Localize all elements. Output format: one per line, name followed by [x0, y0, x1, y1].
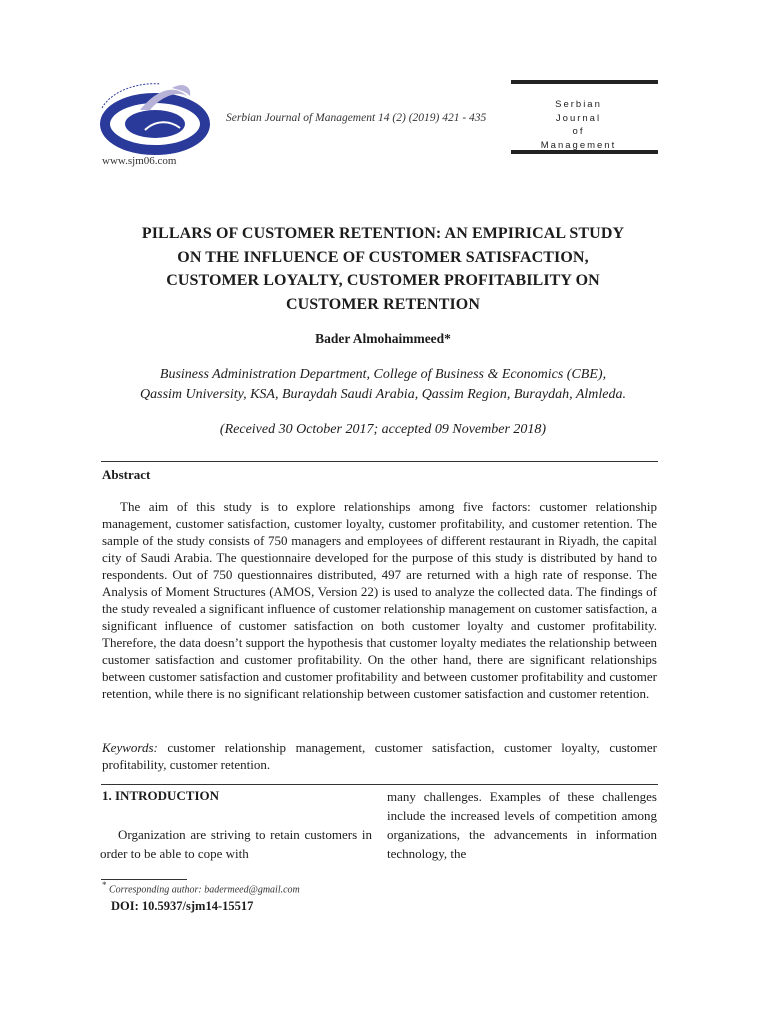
journal-name-box	[511, 80, 658, 154]
keywords	[102, 739, 657, 773]
affiliation-line: Business Administration Department, College of Business & Economics (CBE),	[159, 367, 607, 382]
journal-logo	[100, 80, 220, 158]
footnote-marker: *	[102, 880, 107, 890]
author-name: Bader Almohaimmeed*	[315, 331, 451, 346]
title-line: CUSTOMER LOYALTY, CUSTOMER PROFITABILITY ON	[166, 272, 600, 289]
journal-name-line: Serbian	[555, 99, 602, 110]
affiliation-line: Qassim University, KSA, Buraydah Saudi Arabia, Qassim Region, Buraydah, Almleda.	[140, 387, 626, 402]
title-line: PILLARS OF CUSTOMER RETENTION: AN EMPIRICAL STUDY	[141, 225, 625, 242]
doi[interactable]: DOI: 10.5937/sjm14-15517	[111, 899, 254, 913]
abstract-body: The aim of this study is to explore relationships among five factors: customer relationship management, customer satisfaction, customer loyalty, customer profitability, and customer retention. The sample of the study consists of 750 managers and employees of different restaurant in Riyadh, the capital city of Saudi Arabia. The questionnaire developed for the purpose of this study is distributed by hand to respondents. Out of 750 questionnaires distributed, 497 are returned with a high rate of response. The Analysis of Moment Structures (AMOS, Version 22) is used to analyze the collected data. The findings of the study revealed a significant influence of customer relationship management on customer satisfaction, a significant influence of customer satisfaction on both customer loyalty and customer profitability. Therefore, the data doesn’t support the hypothesis that customer loyalty mediates the relationship between customer satisfaction and customer profitability. On the other hand, there are significant relationships between customer satisfaction and customer profitability and between customer profitability and customer retention, while there is no significant relationship between customer satisfaction and customer retention.	[102, 499, 657, 701]
journal-name	[511, 98, 646, 152]
title-line: CUSTOMER RETENTION	[286, 295, 480, 313]
footnote	[102, 880, 300, 895]
received-dates: (Received 30 October 2017; accepted 09 November 2018)	[219, 422, 547, 437]
author-affiliation	[100, 365, 666, 405]
journal-name-line: of	[572, 126, 585, 137]
journal-citation: Serbian Journal of Management 14 (2) (2019) 421 - 435	[226, 112, 487, 124]
abstract-bottom-rule	[101, 784, 658, 785]
title-line: ON THE INFLUENCE OF CUSTOMER SATISFACTION,	[177, 248, 589, 266]
section-heading-introduction: 1. INTRODUCTION	[102, 788, 220, 803]
right-column-text: many challenges. Examples of these challenges include the increased levels of competition among organizations, the advancements in information technology, the	[387, 789, 657, 861]
journal-name-line: Journal	[555, 112, 602, 124]
left-column-text: Organization are striving to retain customers in order to be able to cope with	[100, 827, 372, 861]
journal-name-line: Management	[540, 139, 617, 151]
paper-title	[100, 222, 666, 316]
keywords-label: Keywords:	[102, 740, 158, 755]
journal-box-top-rule	[511, 80, 658, 84]
abstract-heading: Abstract	[102, 467, 151, 482]
journal-url[interactable]: www.sjm06.com	[102, 155, 177, 167]
abstract-top-rule	[101, 461, 658, 462]
journal-box-bottom-rule	[511, 150, 658, 154]
footnote-text: Corresponding author: badermeed@gmail.com	[106, 884, 300, 896]
keywords-text: customer relationship management, customer satisfaction, customer loyalty, customer profitability, customer retention.	[102, 740, 657, 772]
